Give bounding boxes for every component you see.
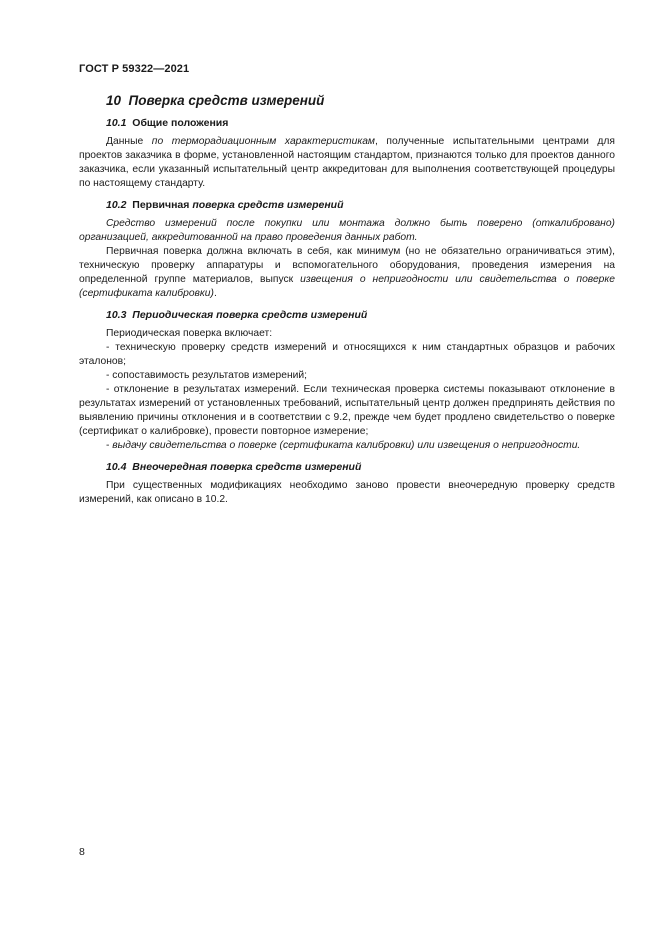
paragraph-10-2-2	[79, 245, 615, 301]
subsection-title-text: Общие положения	[132, 117, 229, 129]
italic-text-run: выдачу свидетельства о поверке (сертификата калибровки) или извещения о непригодности.	[112, 440, 581, 451]
italic-text-run: извещения о непригодности или свидетельства о поверке (сертификата калибровки)	[79, 274, 615, 299]
page-number: 8	[79, 846, 85, 858]
subsection-title-italic-text: поверка средств измерений	[192, 199, 344, 211]
list-item-10-3-3: - отклонение в результатах измерений. Если техническая проверка системы показывают отклонение в результатах измерений от установленных требований, испытательный центр должен предпринять действия по выявлению причины отклонения и в соответствии с 9.2, прежде чем будет продлено свидетельство о поверке (сертификат о калибровке), провести повторное измерение;	[79, 384, 615, 437]
text-run: , полученные испытательными центрами для проектов заказчика в форме, установленной настоящим стандартом, признаются только для проектов данного заказчика, если указанный испытательный центр аккредитован для выполнения соответствующей процедуры по настоящему стандарту.	[79, 136, 616, 189]
list-item-10-3-4	[79, 439, 615, 453]
list-item-10-3-1: - техническую проверку средств измерений и относящихся к ним стандартных образцов и рабочих эталонов;	[79, 342, 615, 367]
document-code-header: ГОСТ Р 59322—2021	[79, 63, 190, 75]
subsection-10-2-title	[106, 198, 615, 212]
text-run: -	[106, 440, 113, 451]
subsection-10-4-title	[106, 460, 615, 474]
text-run: Первичная поверка должна включать в себя, как минимум (но не обязательно ограничиваться этим), техническую проверку аппаратуры и вспомогательного оборудования, проведения измерения на определенной группе материалов, выпуск	[79, 246, 615, 285]
paragraph-10-4-1: При существенных модификациях необходимо заново провести внеочередную проверку средств измерений, как описано в 10.2.	[79, 480, 615, 505]
document-content	[79, 92, 615, 507]
italic-text-run: по терморадиационным характеристикам	[151, 136, 375, 147]
subsection-number: 10.3	[106, 309, 127, 321]
subsection-10-1-title	[106, 116, 615, 130]
section-10-title	[106, 92, 615, 109]
subsection-title-text: Внеочередная поверка средств измерений	[132, 461, 362, 473]
section-title-text: Поверка средств измерений	[128, 93, 325, 108]
subsection-number: 10.2	[106, 199, 127, 211]
text-run: .	[213, 288, 217, 299]
section-number: 10	[106, 93, 122, 108]
paragraph-10-3-intro: Периодическая поверка включает:	[106, 328, 273, 339]
list-item-10-3-2: - сопоставимость результатов измерений;	[106, 370, 308, 381]
subsection-number: 10.1	[106, 117, 127, 129]
subsection-title-text: Периодическая поверка средств измерений	[132, 309, 368, 321]
paragraph-10-2-1: Средство измерений после покупки или монтажа должно быть поверено (откалибровано) организацией, аккредитованной на право проведения данных работ.	[79, 218, 615, 243]
subsection-10-3-title	[106, 308, 615, 322]
text-run: Данные	[106, 136, 152, 147]
subsection-number: 10.4	[106, 461, 127, 473]
paragraph-10-1-1	[79, 135, 615, 191]
subsection-title-text: Первичная	[132, 199, 193, 211]
